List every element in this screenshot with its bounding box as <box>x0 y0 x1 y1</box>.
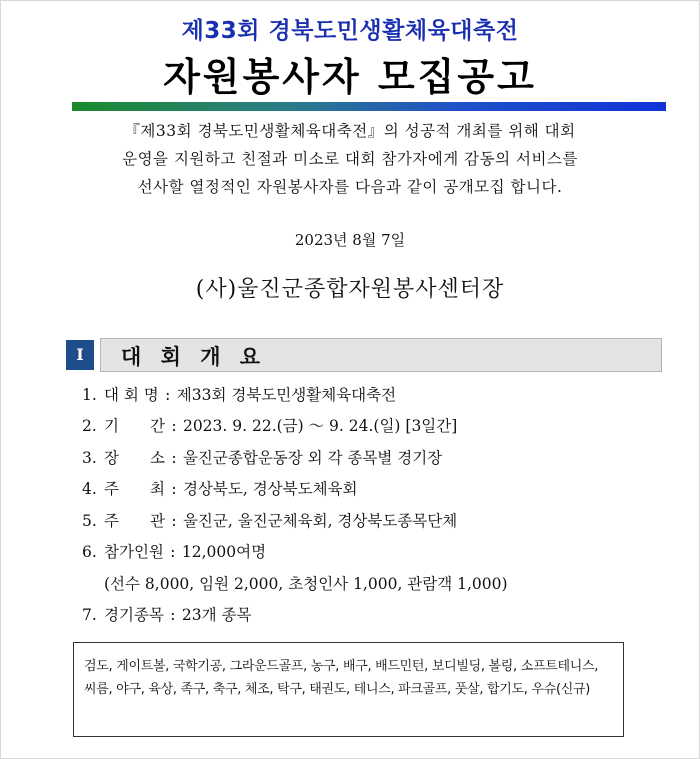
section-title-box <box>100 338 662 372</box>
intro-line: 선사할 열정적인 자원봉사자를 다음과 같이 공개모집 합니다. <box>137 178 563 196</box>
item-number: 5. <box>82 511 97 530</box>
item-number: 7. <box>82 606 97 625</box>
list-item: 5. 주 관 : 울진군, 울진군체육회, 경상북도종목단체 <box>82 506 682 537</box>
item-value: 23개 종목 <box>181 606 252 625</box>
item-value: 경상북도, 경상북도체육회 <box>182 480 358 499</box>
event-subtitle: 제33회 경북도민생활체육대축전 <box>181 18 519 44</box>
page-title: 자원봉사자 모집공고 <box>163 55 537 99</box>
list-item: 1. 대 회 명 : 제33회 경북도민생활체육대축전 <box>82 380 682 411</box>
item-label: 대 회 명 <box>104 386 159 404</box>
item-label: 주 관 <box>104 511 165 530</box>
item-value: 2023. 9. 22.(금) ～ 9. 24.(일) [3일간] <box>182 417 458 436</box>
list-item: 2. 기 간 : 2023. 9. 22.(금) ～ 9. 24.(일) [3일간] <box>82 411 682 442</box>
item-label: 참가인원 <box>104 542 164 561</box>
item-label: 기 간 <box>104 417 165 436</box>
list-item: 4. 주 최 : 경상북도, 경상북도체육회 <box>82 474 682 505</box>
overview-list <box>82 380 682 632</box>
list-item: 3. 장 소 : 울진군종합운동장 외 각 종목별 경기장 <box>82 443 682 474</box>
item-value: 제33회 경북도민생활체육대축전 <box>176 386 397 404</box>
item-label: 경기종목 <box>104 606 164 625</box>
intro-line: 『제33회 경북도민생활체육대축전』의 성공적 개최를 위해 대회 <box>124 122 576 140</box>
title-underline-bar <box>72 102 666 111</box>
section-number: I <box>66 340 94 370</box>
item-value: 울진군종합운동장 외 각 종목별 경기장 <box>182 448 443 467</box>
list-item: 7. 경기종목 : 23개 종목 <box>82 600 682 631</box>
item-label: 주 최 <box>104 480 165 499</box>
item-number: 2. <box>82 417 97 436</box>
announcement-date: 2023년 8월 7일 <box>294 231 406 249</box>
intro-paragraph <box>40 117 660 201</box>
item-value: 12,000여명 <box>181 542 267 561</box>
item-number: 3. <box>82 448 97 467</box>
list-item: 6. 참가인원 : 12,000여명 <box>82 537 682 568</box>
item-number: 4. <box>82 480 97 499</box>
section-title: 대 회 개 요 <box>121 345 267 369</box>
sports-list-box: 검도, 게이트볼, 국학기공, 그라운드골프, 농구, 배구, 배드민턴, 보디빌딩, 볼링, 소프트테니스, 씨름, 야구, 육상, 족구, 축구, 체조, 탁구, 태권도, 테니스, 파크골프, 풋살, 합기도, 우슈(신규) <box>73 642 624 737</box>
item-value: 울진군, 울진군체육회, 경상북도종목단체 <box>182 511 458 530</box>
intro-line: 운영을 지원하고 친절과 미소로 대회 참가자에게 감동의 서비스를 <box>122 150 578 168</box>
section-header <box>66 338 662 372</box>
item-number: 6. <box>82 542 97 561</box>
participants-breakdown: (선수 8,000, 임원 2,000, 초청인사 1,000, 관람객 1,000) <box>104 575 508 594</box>
item-number: 1. <box>82 386 97 404</box>
item-label: 장 소 <box>104 448 165 467</box>
issuing-organization: (사)울진군종합자원봉사센터장 <box>195 277 505 302</box>
